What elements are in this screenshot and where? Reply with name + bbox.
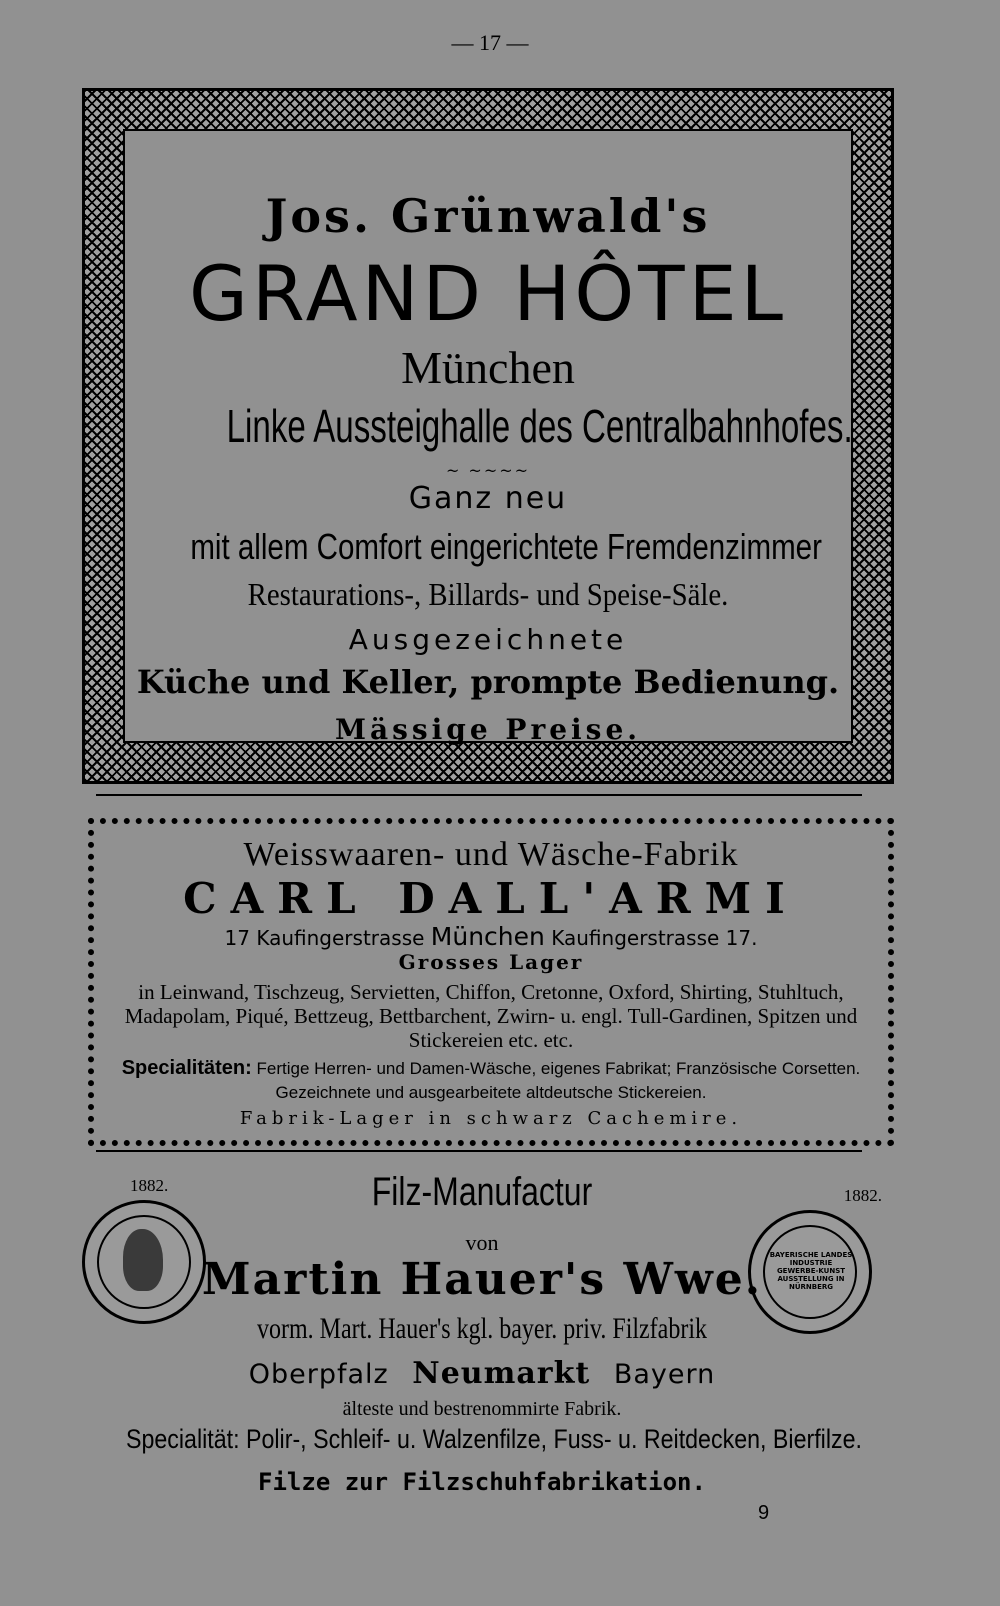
hotel-city: München bbox=[401, 342, 575, 393]
year-left: 1882. bbox=[130, 1176, 169, 1195]
felt-place-city: Neumarkt bbox=[412, 1356, 591, 1391]
linen-type: Weisswaaren- und Wäsche-Fabrik bbox=[243, 836, 739, 873]
hotel-owner: Jos. Grünwald's bbox=[265, 189, 711, 243]
felt-title: Filz-Manufactur bbox=[371, 1170, 593, 1214]
linen-body: in Leinwand, Tischzeug, Servietten, Chiffon, Cretonne, Oxford, Shirting, Stuhltuch, Madapolam, Piqué, Bettzeug, Bettbarchent, Zwirn- u. engl. Tull-Gardinen, Spitzen und Stickereien etc. etc. bbox=[124, 980, 858, 1052]
divider-rule bbox=[96, 794, 862, 796]
hotel-award: Ausgezeichnete bbox=[348, 623, 628, 656]
linen-spec-label: Specialitäten: bbox=[121, 1057, 252, 1079]
page-number: — 17 — bbox=[451, 30, 529, 55]
linen-address-left: 17 Kaufingerstrasse bbox=[224, 926, 425, 950]
hotel-kitchen: Küche und Keller, prompte Bedienung. bbox=[136, 663, 840, 701]
hotel-name: GRAND HÔTEL bbox=[189, 249, 787, 338]
corner-mark: 9 bbox=[758, 1502, 770, 1524]
hotel-new: Ganz neu bbox=[408, 481, 568, 516]
hotel-rooms: Restaurations-, Billards- und Speise-Säle. bbox=[247, 576, 729, 612]
hotel-location: Linke Aussteighalle des Centralbahnhofes. bbox=[226, 400, 853, 452]
felt-specialty: Specialität: Polir-, Schleif- u. Walzenfilze, Fuss- u. Reitdecken, Bierfilze. bbox=[125, 1424, 862, 1454]
linen-cashmere: Fabrik-Lager in schwarz Cachemire. bbox=[239, 1108, 743, 1129]
medal-inscription: BAYERISCHE LANDES INDUSTRIE GEWERBE-KUNST AUSSTELLUNG IN NÜRNBERG bbox=[769, 1251, 853, 1291]
linen-address-right: Kaufingerstrasse 17. bbox=[551, 926, 758, 950]
divider-rule bbox=[96, 1150, 862, 1152]
felt-ad bbox=[82, 1168, 882, 1508]
hotel-ad-panel bbox=[123, 129, 853, 746]
linen-address bbox=[94, 922, 888, 951]
hotel-comfort: mit allem Comfort eingerichtete Fremdenzimmer bbox=[190, 526, 822, 567]
linen-specialties bbox=[94, 1056, 888, 1105]
hotel-flourish: ~ ~~~~ bbox=[445, 461, 531, 480]
felt-von: von bbox=[465, 1230, 499, 1255]
felt-oldest: älteste und bestrenommirte Fabrik. bbox=[342, 1398, 622, 1420]
felt-place bbox=[82, 1356, 882, 1391]
linen-ad-frame bbox=[88, 818, 894, 1146]
year-right: 1882. bbox=[843, 1186, 882, 1205]
hotel-prices: Mässige Preise. bbox=[334, 713, 642, 746]
felt-place-left: Oberpfalz bbox=[248, 1359, 389, 1390]
linen-spec-text: Fertige Herren- und Damen-Wäsche, eigenes Fabrikat; Französische Corsetten. Gezeichnete und ausgearbeitete altdeutsche Stickereien. bbox=[256, 1059, 861, 1102]
hotel-ad-frame bbox=[82, 88, 894, 784]
felt-place-right: Bayern bbox=[613, 1359, 716, 1390]
linen-firm: CARL DALL'ARMI bbox=[183, 874, 799, 923]
felt-shoes: Filze zur Filzschuhfabrikation. bbox=[258, 1468, 706, 1496]
felt-former: vorm. Mart. Hauer's kgl. bayer. priv. Filzfabrik bbox=[257, 1312, 707, 1345]
linen-stock: Grosses Lager bbox=[398, 950, 584, 974]
linen-address-city: München bbox=[430, 922, 545, 951]
felt-name: Martin Hauer's Wwe. bbox=[201, 1254, 763, 1305]
